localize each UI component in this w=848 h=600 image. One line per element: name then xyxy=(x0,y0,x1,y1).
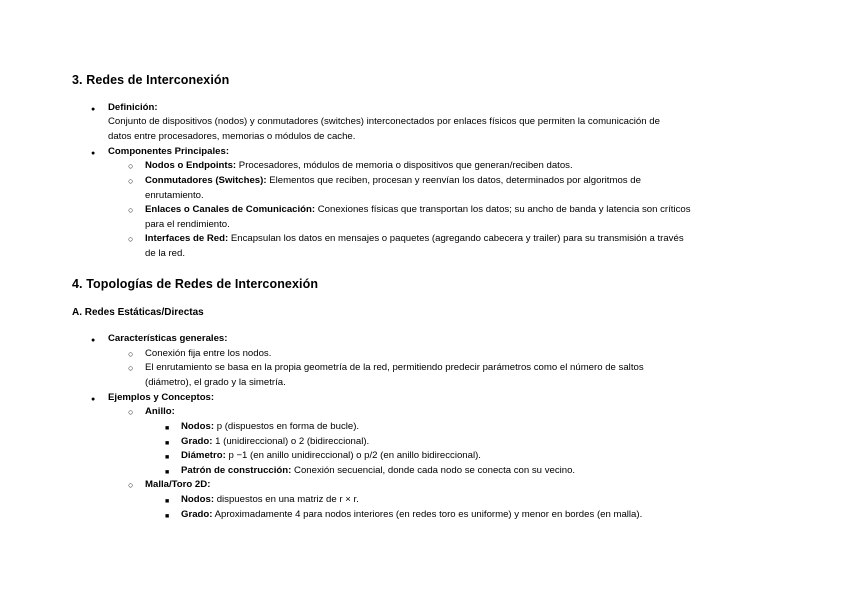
circle-bullet-icon xyxy=(128,232,133,247)
ring-detail xyxy=(181,464,575,479)
ring-label: Anillo: xyxy=(145,406,175,417)
component-label: Nodos o Endpoints: xyxy=(145,160,237,171)
characteristics-item xyxy=(108,332,227,347)
components-item xyxy=(108,145,229,160)
definition-text-line: datos entre procesadores, memorias o módulos de cache. xyxy=(108,131,356,142)
section-4-title: 4. Topologías de Redes de Interconexión xyxy=(72,277,319,291)
characteristic-line: El enrutamiento se basa en la propia geometría de la red, permitiendo predecir parámetros como el número de saltos xyxy=(145,362,644,373)
definition-item xyxy=(108,101,158,116)
component-text-line: para el rendimiento. xyxy=(145,219,230,230)
definition-label: Definición: xyxy=(108,102,158,113)
circle-bullet-icon xyxy=(128,174,133,189)
characteristic-line: (diámetro), el grado y la simetría. xyxy=(145,377,286,388)
ring-detail xyxy=(181,449,481,464)
component-label: Enlaces o Canales de Comunicación: xyxy=(145,204,316,215)
component-text: Elementos que reciben, procesan y reenvían los datos, determinados por algoritmos de xyxy=(266,175,641,186)
characteristics-label: Características generales: xyxy=(108,333,228,344)
detail-label: Nodos: xyxy=(181,494,215,505)
component-text-line: enrutamiento. xyxy=(145,190,204,201)
component-links xyxy=(145,203,691,218)
component-nodes xyxy=(145,159,573,174)
circle-bullet-icon xyxy=(128,405,133,420)
component-label: Conmutadores (Switches): xyxy=(145,175,267,186)
subsection-a-title: A. Redes Estáticas/Directas xyxy=(72,307,204,318)
bullet-icon xyxy=(91,391,95,408)
examples-item xyxy=(108,391,214,406)
bullet-icon xyxy=(91,332,95,349)
detail-text: Aproximadamente 4 para nodos interiores (en redes toro es uniforme) y menor en bordes (en malla). xyxy=(212,509,643,520)
square-bullet-icon xyxy=(165,508,169,525)
component-text: Encapsulan los datos en mensajes o paquetes (agregando cabecera y trailer) para su transmisión a través xyxy=(228,233,684,244)
component-text: Procesadores, módulos de memoria o dispositivos que generan/reciben datos. xyxy=(236,160,573,171)
ring-item xyxy=(145,405,175,420)
ring-detail xyxy=(181,420,359,435)
detail-text: 1 (unidireccional) o 2 (bidireccional). xyxy=(212,436,370,447)
detail-label: Grado: xyxy=(181,436,213,447)
circle-bullet-icon xyxy=(128,478,133,493)
component-text-line: de la red. xyxy=(145,248,186,259)
examples-label: Ejemplos y Conceptos: xyxy=(108,392,215,403)
detail-label: Nodos: xyxy=(181,421,215,432)
bullet-icon xyxy=(91,101,95,118)
mesh-detail xyxy=(181,493,359,508)
detail-label: Grado: xyxy=(181,509,213,520)
detail-label: Patrón de construcción: xyxy=(181,465,292,476)
circle-bullet-icon xyxy=(128,347,133,362)
mesh-item xyxy=(145,478,210,493)
characteristic-line: Conexión fija entre los nodos. xyxy=(145,348,272,359)
mesh-label: Malla/Toro 2D: xyxy=(145,479,211,490)
bullet-icon xyxy=(91,145,95,162)
section-3-title: 3. Redes de Interconexión xyxy=(72,73,230,87)
circle-bullet-icon xyxy=(128,203,133,218)
components-label: Componentes Principales: xyxy=(108,146,230,157)
component-interfaces xyxy=(145,232,684,247)
detail-text: p (dispuestos en forma de bucle). xyxy=(214,421,360,432)
circle-bullet-icon xyxy=(128,361,133,376)
definition-text-line: Conjunto de dispositivos (nodos) y conmutadores (switches) interconectados por enlaces físicos que permiten la comunicación de xyxy=(108,116,660,127)
detail-text: Conexión secuencial, donde cada nodo se conecta con su vecino. xyxy=(291,465,576,476)
circle-bullet-icon xyxy=(128,159,133,174)
detail-text: dispuestos en una matriz de r × r. xyxy=(214,494,359,505)
component-text: Conexiones físicas que transportan los datos; su ancho de banda y latencia son críticos xyxy=(315,204,691,215)
component-switches xyxy=(145,174,641,189)
mesh-detail xyxy=(181,508,642,523)
detail-text: p −1 (en anillo unidireccional) o p/2 (en anillo bidireccional). xyxy=(225,450,481,461)
ring-detail xyxy=(181,435,369,450)
component-label: Interfaces de Red: xyxy=(145,233,229,244)
detail-label: Diámetro: xyxy=(181,450,226,461)
